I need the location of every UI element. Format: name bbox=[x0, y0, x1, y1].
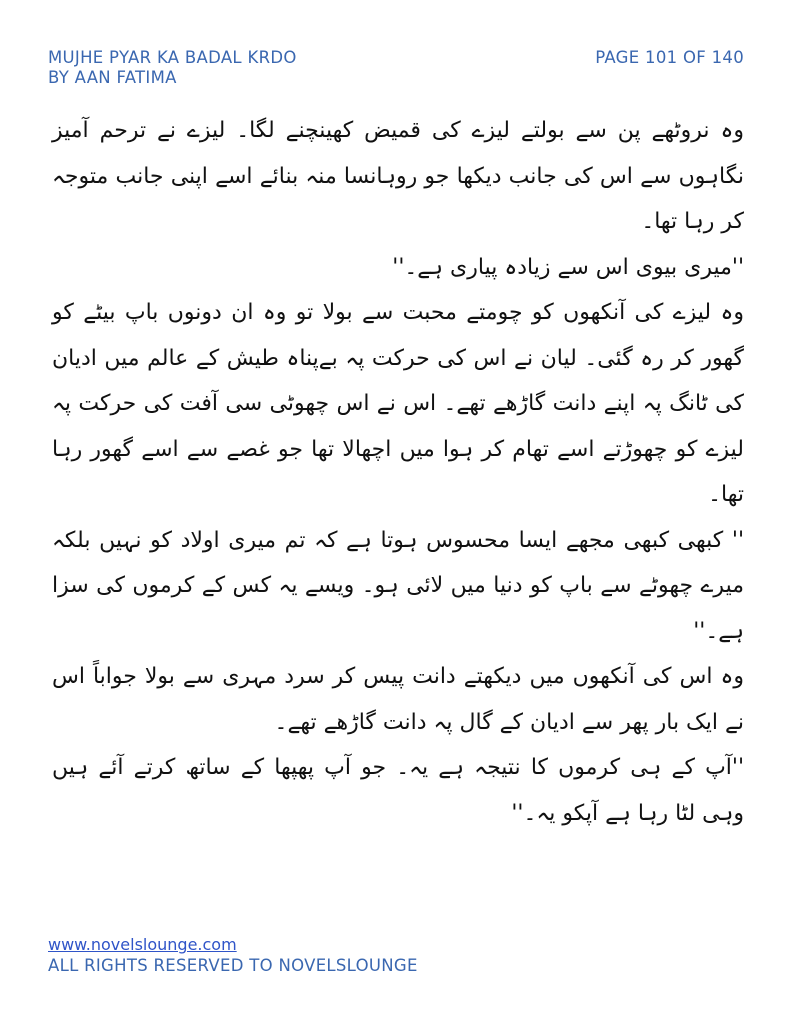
paragraph-4: '' کبھی کبھی مجھے ایسا محسوس ہوتا ہے کہ تم میری اولاد کو نہیں بلکہ میرے چھوٹے سے باپ کو دنیا میں لائی ہو۔ ویسے یہ کس کے کرموں کی سزا ہے۔'' bbox=[52, 527, 744, 644]
page-header-left bbox=[48, 48, 297, 88]
story-text bbox=[52, 108, 744, 836]
paragraph-5: وہ اس کی آنکھوں میں دیکھتے دانت پیس کر سرد مہری سے بولا جواباً اس نے ایک بار پھر سے ادیان کے گال پہ دانت گاڑھے تھے۔ bbox=[52, 664, 744, 735]
author-name: BY AAN FATIMA bbox=[48, 68, 177, 87]
page-footer bbox=[48, 934, 418, 976]
page-number: PAGE 101 OF 140 bbox=[595, 48, 744, 67]
paragraph-3: وہ لیزے کی آنکھوں کو چومتے محبت سے بولا تو وہ ان دونوں باپ بیٹے کو گھور کر رہ گئی۔ لیان نے اس کی حرکت پہ بےپناہ طیش کے عالم میں ادیان کی ٹانگ پہ اپنے دانت گاڑھے تھے۔ اس نے اس چھوٹی سی آفت کی حرکت پہ لیزے کو چھوڑتے اسے تھام کر ہوا میں اچھالا تھا جو غصے سے اسے گھور رہا تھا۔ bbox=[52, 300, 744, 507]
novel-title: MUJHE PYAR KA BADAL KRDO bbox=[48, 48, 297, 67]
paragraph-1: وہ نروٹھے پن سے بولتے لیزے کی قمیض کھینچنے لگا۔ لیزے نے ترحم آمیز نگاہوں سے اس کی جانب دیکھا جو روہانسا منہ بنائے اسے اپنی جانب متوجہ کر رہا تھا۔ bbox=[52, 118, 744, 234]
website-link[interactable]: www.novelslounge.com bbox=[48, 935, 237, 954]
paragraph-6: ''آپ کے ہی کرموں کا نتیجہ ہے یہ۔ جو آپ پھپھا کے ساتھ کرتے آئے ہیں وہی لٹا رہا ہے آپکو یہ۔'' bbox=[52, 755, 744, 826]
paragraph-2: ''میری بیوی اس سے زیادہ پیاری ہے۔'' bbox=[392, 254, 744, 280]
rights-notice: ALL RIGHTS RESERVED TO NOVELSLOUNGE bbox=[48, 956, 418, 975]
